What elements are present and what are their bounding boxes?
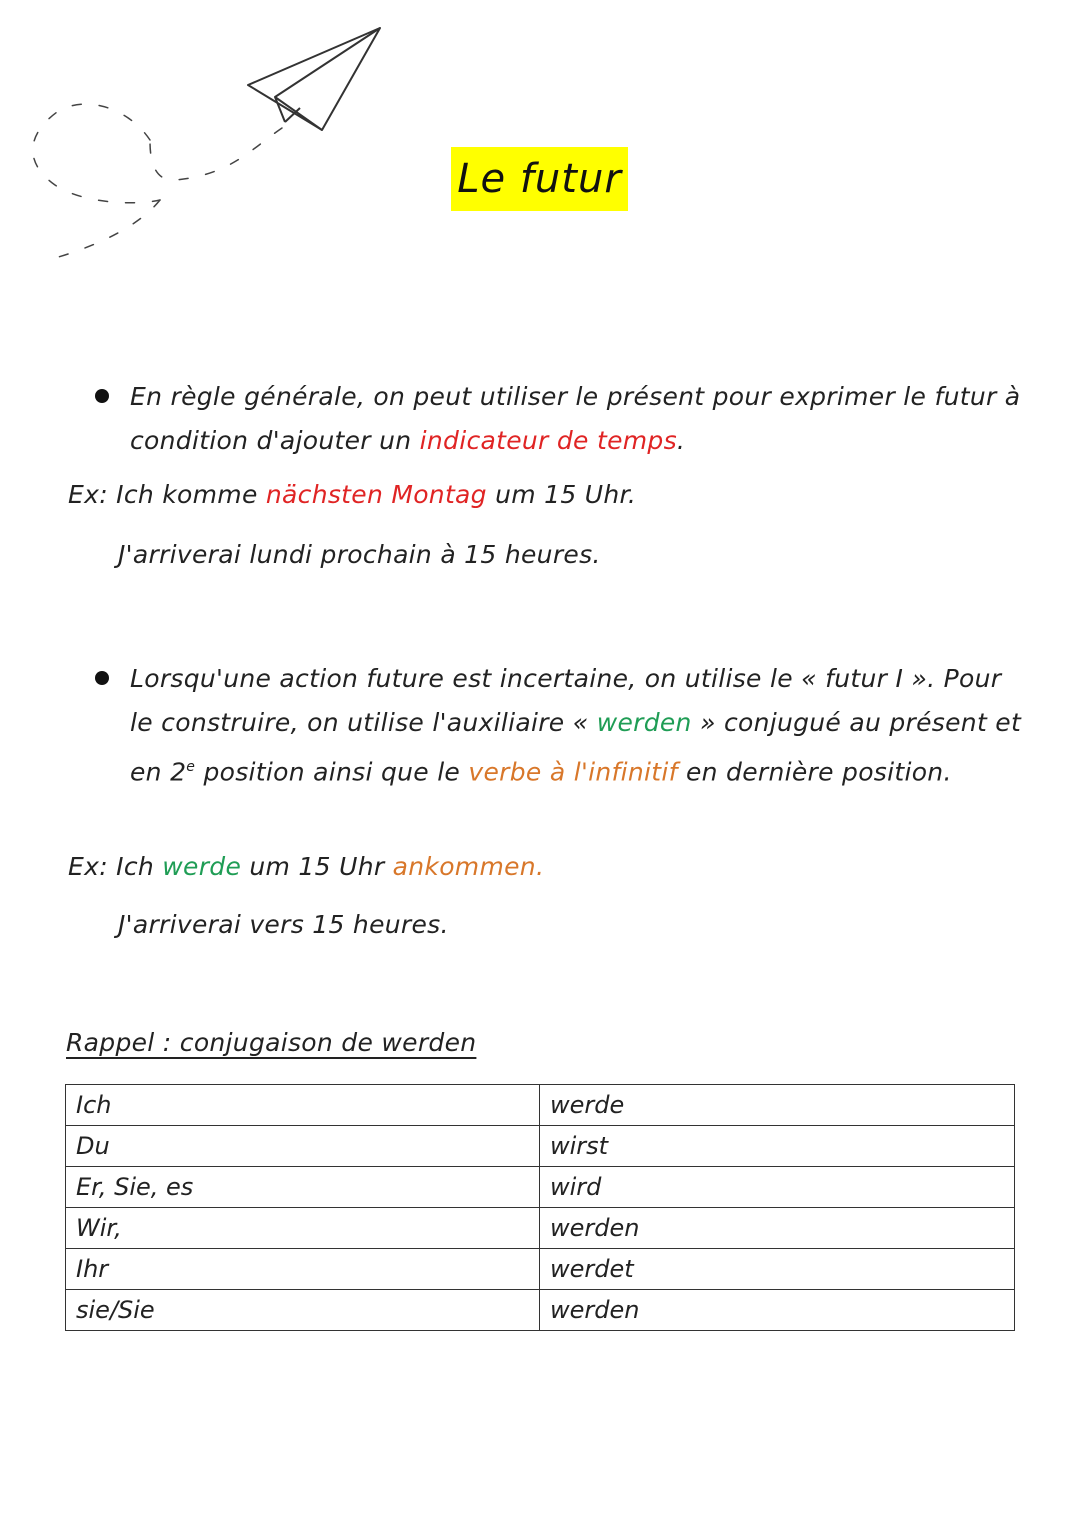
rule-text-1-end: . [676, 426, 686, 455]
auxiliary-highlight: werden [596, 708, 692, 737]
rule-text-2 [130, 657, 1025, 794]
rule-bullet-2 [95, 657, 1025, 794]
table-row [66, 1167, 1015, 1208]
rule-text-2-part2: » conjugué au présent et en 2 [130, 708, 1022, 787]
pronoun-cell: Ich [66, 1085, 540, 1126]
rule-text-1 [130, 375, 1025, 463]
pronoun-cell: Ihr [66, 1249, 540, 1290]
example-2-infinitive: ankommen. [392, 852, 545, 881]
rule-text-2-part3: position ainsi que le [195, 757, 469, 787]
pronoun-cell: Du [66, 1126, 540, 1167]
table-row [66, 1126, 1015, 1167]
infinitive-highlight: verbe à l'infinitif [468, 757, 678, 787]
verb-form-cell: werden [540, 1208, 1015, 1249]
time-indicator-highlight: indicateur de temps [419, 426, 677, 455]
pronoun-cell: Wir, [66, 1208, 540, 1249]
table-row [66, 1208, 1015, 1249]
paper-plane-icon [0, 0, 420, 280]
rule-bullet-1 [95, 375, 1025, 463]
example-1-prefix: Ex: Ich komme [68, 480, 266, 509]
example-2 [68, 852, 544, 881]
table-row [66, 1085, 1015, 1126]
rule-text-2-part1: Lorsqu'une action future est incertaine, on utilise le « futur I ». Pour le construire, on utilise l'auxiliaire « [130, 664, 1002, 737]
pronoun-cell: Er, Sie, es [66, 1167, 540, 1208]
verb-form-cell: wird [540, 1167, 1015, 1208]
example-2-auxiliary: werde [162, 852, 242, 881]
example-1-suffix: um 15 Uhr. [486, 480, 637, 509]
example-1 [68, 480, 636, 509]
pronoun-cell: sie/Sie [66, 1290, 540, 1331]
table-row [66, 1290, 1015, 1331]
superscript-e: e [186, 759, 196, 775]
conjugation-table [65, 1084, 1015, 1331]
verb-form-cell: werde [540, 1085, 1015, 1126]
verb-form-cell: werden [540, 1290, 1015, 1331]
bullet-dot [95, 671, 109, 685]
rule-text-2-part4: en dernière position. [677, 757, 952, 787]
rappel-heading: Rappel : conjugaison de werden [66, 1028, 477, 1057]
verb-form-cell: wirst [540, 1126, 1015, 1167]
translation-2: J'arriverai vers 15 heures. [118, 910, 449, 939]
rule-text-1-part: En règle générale, on peut utiliser le présent pour exprimer le futur à condition d'ajouter un [130, 382, 1021, 455]
page-title: Le futur [451, 147, 628, 211]
example-1-time-expression: nächsten Montag [265, 480, 487, 509]
bullet-dot [95, 389, 109, 403]
verb-form-cell: werdet [540, 1249, 1015, 1290]
table-row [66, 1249, 1015, 1290]
example-2-middle: um 15 Uhr [241, 852, 393, 881]
translation-1: J'arriverai lundi prochain à 15 heures. [118, 540, 601, 569]
example-2-prefix: Ex: Ich [68, 852, 163, 881]
